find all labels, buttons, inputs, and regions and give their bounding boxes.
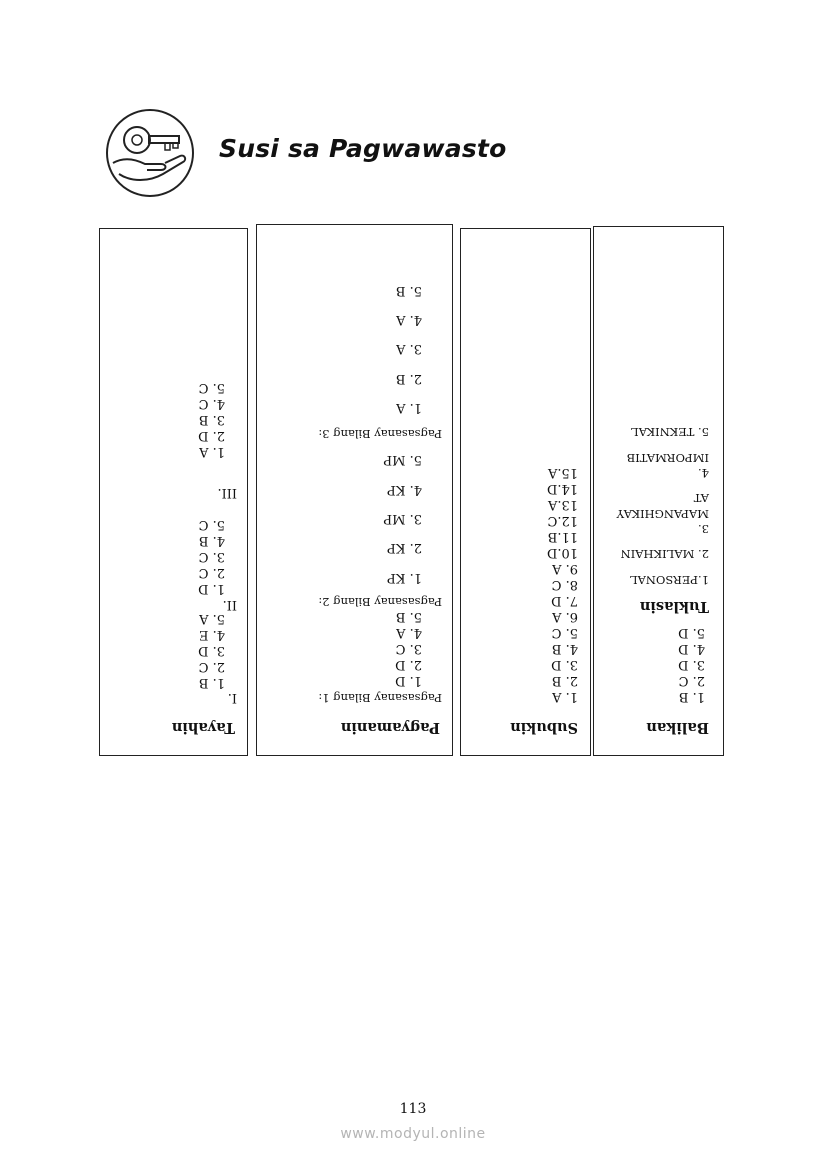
list-item: 3. C (395, 641, 422, 656)
pagsasanay-2-label: Pagsasanay Bilang 2: (318, 595, 442, 609)
list-item: 4. B (551, 641, 578, 656)
subukin-box (460, 228, 591, 756)
list-item: 1. A (199, 444, 225, 459)
list-item: 1. D (395, 673, 422, 688)
list-item: 1. KP (387, 570, 422, 585)
list-item: 5. D (678, 625, 705, 640)
watermark: www.modyul.online (340, 1126, 486, 1142)
list-item: 1.PERSONAL (629, 573, 709, 587)
balikan-box (593, 226, 724, 756)
list-item: 4. (698, 466, 709, 480)
tayahin-part-1: I. (227, 690, 237, 705)
tayahin-part-3: III. (217, 485, 237, 500)
list-item: 5. C (551, 625, 578, 640)
list-item: 3. C (198, 549, 225, 564)
list-item: 9. A (552, 561, 578, 576)
list-item: 3. A (396, 341, 422, 356)
list-item: 4. KP (387, 482, 422, 497)
list-item: 12.C (547, 513, 578, 528)
list-item: 3. D (678, 657, 705, 672)
list-item: 5. MP (383, 452, 422, 467)
list-item: 11.B (547, 529, 578, 544)
list-item: 8. C (551, 577, 578, 592)
list-item: 2. B (395, 371, 422, 386)
list-item: 1. B (678, 689, 705, 704)
list-item: 5. B (395, 609, 422, 624)
list-item: 13.A (547, 497, 578, 512)
list-item: 2. KP (387, 540, 422, 555)
list-item: 2. C (198, 565, 225, 580)
list-item: 3. D (551, 657, 578, 672)
pagsasanay-3-label: Pagsasanay Bilang 3: (318, 427, 442, 441)
tuklasin-heading: Tuklasin (639, 598, 709, 615)
list-item: 2. B (551, 673, 578, 688)
list-item: 1. A (552, 689, 578, 704)
list-item: 4. A (396, 312, 422, 327)
list-item: 3. B (198, 412, 225, 427)
list-item: 2. MALIKHAIN (620, 547, 709, 561)
tayahin-box (99, 228, 248, 756)
tayahin-part-2: II. (222, 597, 237, 612)
list-item: 1. D (198, 581, 225, 596)
pagsasanay-1-label: Pagsasanay Bilang 1: (318, 691, 442, 705)
page-title: Susi sa Pagwawasto (219, 134, 507, 163)
list-item: 4. D (678, 641, 705, 656)
balikan-heading: Balikan (646, 719, 709, 736)
list-item: 5. C (198, 517, 225, 532)
list-item: 3. (698, 522, 709, 536)
list-item: AT (693, 491, 709, 505)
tayahin-heading: Tayahin (171, 719, 235, 736)
pagyamanin-box (256, 224, 453, 756)
list-item: 10.D (546, 545, 578, 560)
list-item: IMPORMATIB (626, 451, 709, 465)
subukin-heading: Subukin (510, 719, 578, 736)
pagyamanin-heading: Pagyamanin (340, 719, 440, 736)
list-item: 1. A (396, 400, 422, 415)
list-item: 5. TEKNIKAL (631, 425, 709, 439)
list-item: 4. C (198, 396, 225, 411)
list-item: 4. E (198, 627, 225, 642)
page-number: 113 (399, 1101, 427, 1117)
list-item: 5. B (395, 283, 422, 298)
list-item: 2. D (395, 657, 422, 672)
list-item: 4. A (396, 625, 422, 640)
list-item: 1. B (198, 675, 225, 690)
key-hand-icon (105, 108, 195, 198)
list-item: 3. MP (383, 511, 422, 526)
list-item: 4. B (198, 533, 225, 548)
list-item: 2. D (198, 428, 225, 443)
list-item: 14.D (546, 481, 578, 496)
list-item: 5. C (198, 380, 225, 395)
list-item: 2. C (198, 659, 225, 674)
list-item: 15.A (547, 465, 578, 480)
list-item: MAPANGHIKAY (616, 507, 709, 521)
list-item: 6. A (552, 609, 578, 624)
list-item: 2. C (678, 673, 705, 688)
list-item: 3. D (198, 643, 225, 658)
list-item: 7. D (551, 593, 578, 608)
list-item: 5. A (199, 611, 225, 626)
